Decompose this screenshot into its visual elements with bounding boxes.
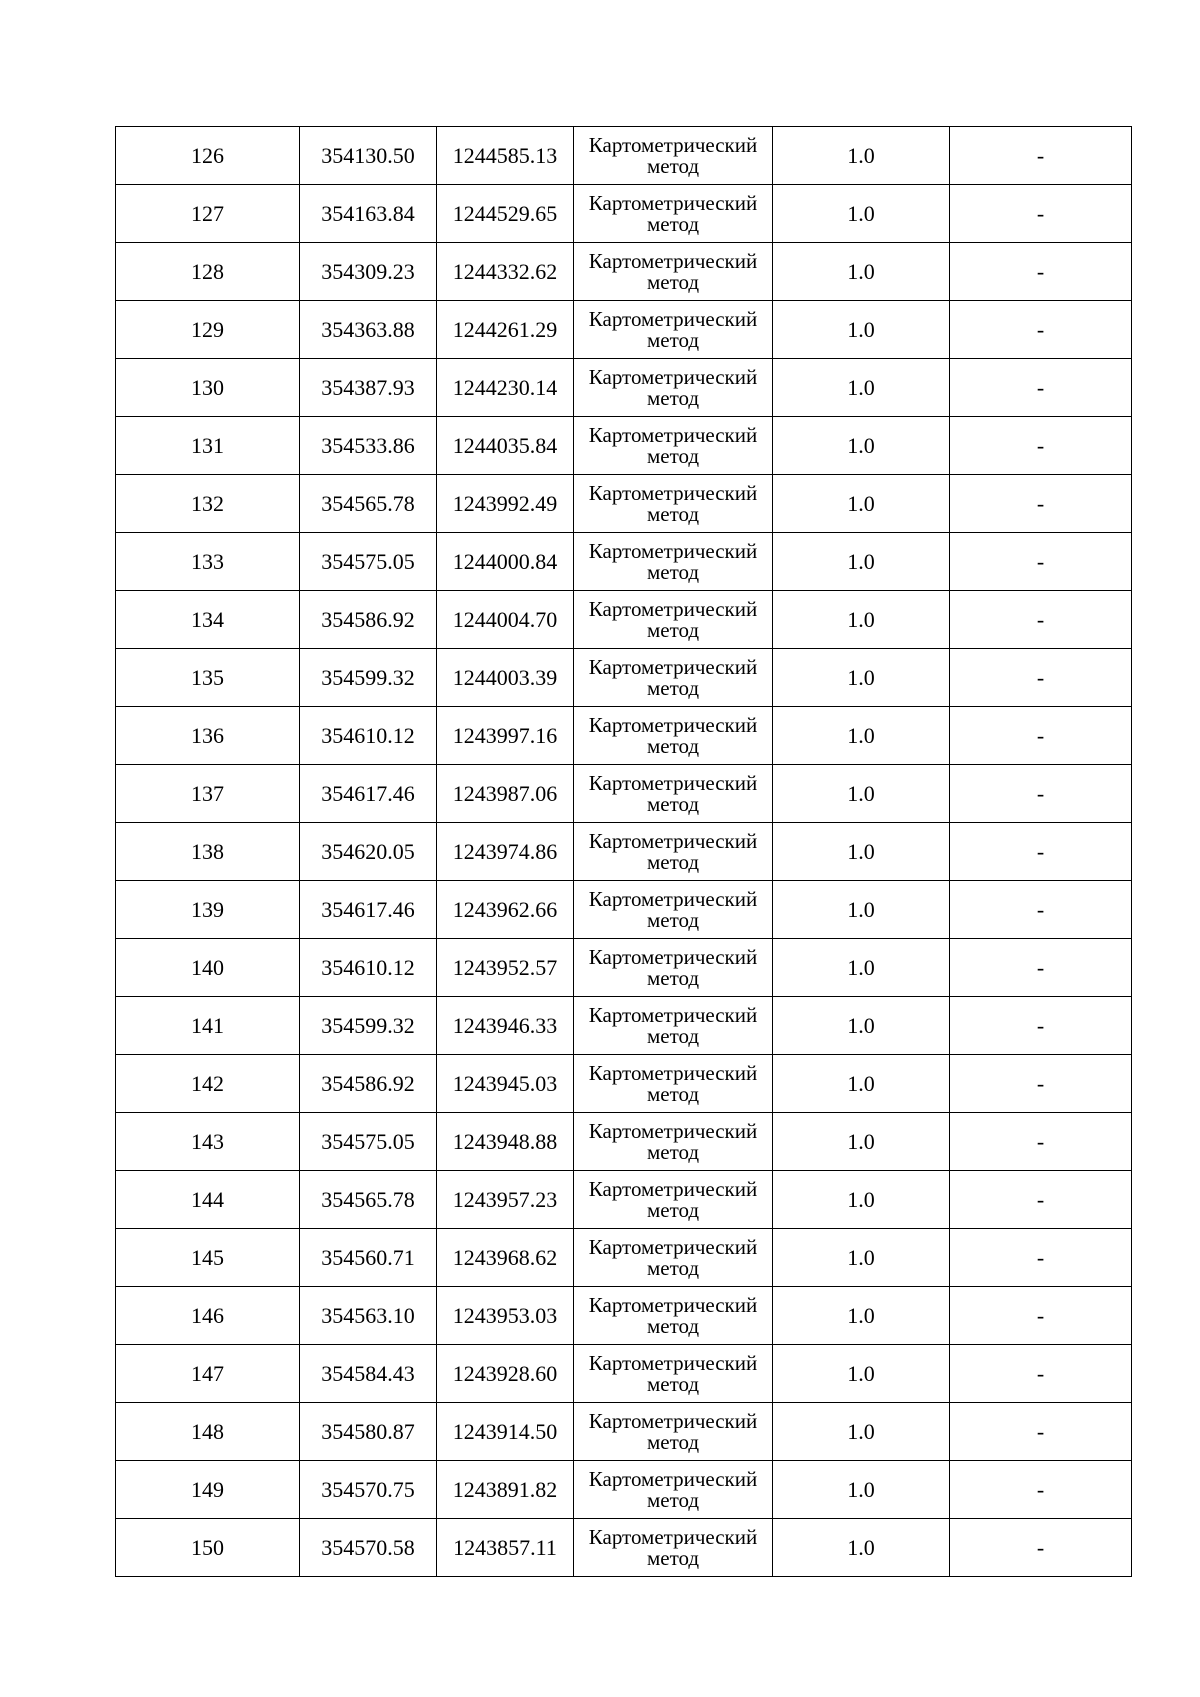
accuracy-cell: 1.0 xyxy=(773,1171,950,1229)
method-text-line2: метод xyxy=(646,1139,700,1164)
point-number-cell: 140 xyxy=(116,939,300,997)
accuracy-cell: 1.0 xyxy=(773,417,950,475)
x-coordinate-cell: 354163.84 xyxy=(300,185,437,243)
x-coordinate-cell: 354560.71 xyxy=(300,1229,437,1287)
method-text-line1: Картометрический xyxy=(588,1176,758,1201)
method-cell xyxy=(574,475,773,533)
x-coordinate-cell: 354130.50 xyxy=(300,127,437,185)
method-cell xyxy=(574,1345,773,1403)
table-row xyxy=(116,1519,1132,1577)
method-text-line1: Картометрический xyxy=(588,364,758,389)
method-text-line2: метод xyxy=(646,675,700,700)
y-coordinate-cell: 1243948.88 xyxy=(437,1113,574,1171)
x-coordinate-cell: 354533.86 xyxy=(300,417,437,475)
method-cell xyxy=(574,1171,773,1229)
table-row xyxy=(116,881,1132,939)
method-text-line2: метод xyxy=(646,733,700,758)
method-text-line1: Картометрический xyxy=(588,1524,758,1549)
accuracy-cell: 1.0 xyxy=(773,1113,950,1171)
point-number-cell: 135 xyxy=(116,649,300,707)
y-coordinate-cell: 1243914.50 xyxy=(437,1403,574,1461)
accuracy-cell: 1.0 xyxy=(773,1287,950,1345)
method-cell xyxy=(574,243,773,301)
accuracy-cell: 1.0 xyxy=(773,127,950,185)
method-text-line2: метод xyxy=(646,907,700,932)
point-number-cell: 143 xyxy=(116,1113,300,1171)
method-cell xyxy=(574,185,773,243)
point-number-cell: 142 xyxy=(116,1055,300,1113)
method-cell xyxy=(574,533,773,591)
method-text-line1: Картометрический xyxy=(588,828,758,853)
method-text-line2: метод xyxy=(646,791,700,816)
point-number-cell: 127 xyxy=(116,185,300,243)
table-row xyxy=(116,359,1132,417)
x-coordinate-cell: 354580.87 xyxy=(300,1403,437,1461)
x-coordinate-cell: 354570.75 xyxy=(300,1461,437,1519)
accuracy-cell: 1.0 xyxy=(773,359,950,417)
table-row xyxy=(116,475,1132,533)
point-number-cell: 128 xyxy=(116,243,300,301)
table-row xyxy=(116,1403,1132,1461)
method-text-line1: Картометрический xyxy=(588,1350,758,1375)
method-text-line2: метод xyxy=(646,1429,700,1454)
method-text-line1: Картометрический xyxy=(588,596,758,621)
y-coordinate-cell: 1243968.62 xyxy=(437,1229,574,1287)
table-row xyxy=(116,301,1132,359)
note-cell: - xyxy=(950,417,1132,475)
method-text-line1: Картометрический xyxy=(588,422,758,447)
method-cell xyxy=(574,1519,773,1577)
point-number-cell: 139 xyxy=(116,881,300,939)
point-number-cell: 133 xyxy=(116,533,300,591)
point-number-cell: 126 xyxy=(116,127,300,185)
note-cell: - xyxy=(950,127,1132,185)
accuracy-cell: 1.0 xyxy=(773,1229,950,1287)
table-row xyxy=(116,243,1132,301)
point-number-cell: 132 xyxy=(116,475,300,533)
point-number-cell: 137 xyxy=(116,765,300,823)
table-row xyxy=(116,1171,1132,1229)
method-cell xyxy=(574,823,773,881)
y-coordinate-cell: 1243974.86 xyxy=(437,823,574,881)
point-number-cell: 147 xyxy=(116,1345,300,1403)
x-coordinate-cell: 354584.43 xyxy=(300,1345,437,1403)
x-coordinate-cell: 354586.92 xyxy=(300,1055,437,1113)
method-text-line2: метод xyxy=(646,849,700,874)
method-text-line1: Картометрический xyxy=(588,886,758,911)
note-cell: - xyxy=(950,823,1132,881)
y-coordinate-cell: 1243962.66 xyxy=(437,881,574,939)
method-cell xyxy=(574,939,773,997)
note-cell: - xyxy=(950,881,1132,939)
method-text-line2: метод xyxy=(646,269,700,294)
point-number-cell: 141 xyxy=(116,997,300,1055)
method-text-line1: Картометрический xyxy=(588,190,758,215)
point-number-cell: 144 xyxy=(116,1171,300,1229)
method-text-line1: Картометрический xyxy=(588,132,758,157)
accuracy-cell: 1.0 xyxy=(773,823,950,881)
note-cell: - xyxy=(950,765,1132,823)
y-coordinate-cell: 1243946.33 xyxy=(437,997,574,1055)
x-coordinate-cell: 354575.05 xyxy=(300,533,437,591)
y-coordinate-cell: 1244004.70 xyxy=(437,591,574,649)
method-text-line2: метод xyxy=(646,1487,700,1512)
table-row xyxy=(116,1287,1132,1345)
method-text-line2: метод xyxy=(646,327,700,352)
method-text-line1: Картометрический xyxy=(588,248,758,273)
x-coordinate-cell: 354610.12 xyxy=(300,707,437,765)
note-cell: - xyxy=(950,939,1132,997)
method-cell xyxy=(574,881,773,939)
table-row xyxy=(116,649,1132,707)
note-cell: - xyxy=(950,1287,1132,1345)
note-cell: - xyxy=(950,185,1132,243)
y-coordinate-cell: 1244035.84 xyxy=(437,417,574,475)
note-cell: - xyxy=(950,533,1132,591)
method-cell xyxy=(574,997,773,1055)
accuracy-cell: 1.0 xyxy=(773,185,950,243)
method-cell xyxy=(574,649,773,707)
x-coordinate-cell: 354620.05 xyxy=(300,823,437,881)
point-number-cell: 148 xyxy=(116,1403,300,1461)
table-row xyxy=(116,1229,1132,1287)
x-coordinate-cell: 354565.78 xyxy=(300,475,437,533)
note-cell: - xyxy=(950,707,1132,765)
accuracy-cell: 1.0 xyxy=(773,591,950,649)
accuracy-cell: 1.0 xyxy=(773,1055,950,1113)
method-text-line1: Картометрический xyxy=(588,654,758,679)
table-row xyxy=(116,1113,1132,1171)
note-cell: - xyxy=(950,591,1132,649)
y-coordinate-cell: 1244230.14 xyxy=(437,359,574,417)
accuracy-cell: 1.0 xyxy=(773,1403,950,1461)
note-cell: - xyxy=(950,1113,1132,1171)
note-cell: - xyxy=(950,1403,1132,1461)
method-text-line2: метод xyxy=(646,1197,700,1222)
table-row xyxy=(116,1461,1132,1519)
accuracy-cell: 1.0 xyxy=(773,1461,950,1519)
method-cell xyxy=(574,301,773,359)
x-coordinate-cell: 354575.05 xyxy=(300,1113,437,1171)
table-row xyxy=(116,939,1132,997)
x-coordinate-cell: 354599.32 xyxy=(300,649,437,707)
method-text-line1: Картометрический xyxy=(588,770,758,795)
accuracy-cell: 1.0 xyxy=(773,939,950,997)
note-cell: - xyxy=(950,1055,1132,1113)
y-coordinate-cell: 1243992.49 xyxy=(437,475,574,533)
point-number-cell: 150 xyxy=(116,1519,300,1577)
y-coordinate-cell: 1244585.13 xyxy=(437,127,574,185)
point-number-cell: 134 xyxy=(116,591,300,649)
accuracy-cell: 1.0 xyxy=(773,765,950,823)
x-coordinate-cell: 354599.32 xyxy=(300,997,437,1055)
point-number-cell: 129 xyxy=(116,301,300,359)
method-cell xyxy=(574,1229,773,1287)
table-row xyxy=(116,997,1132,1055)
note-cell: - xyxy=(950,243,1132,301)
accuracy-cell: 1.0 xyxy=(773,707,950,765)
y-coordinate-cell: 1243987.06 xyxy=(437,765,574,823)
point-number-cell: 145 xyxy=(116,1229,300,1287)
table-row xyxy=(116,1055,1132,1113)
y-coordinate-cell: 1243891.82 xyxy=(437,1461,574,1519)
accuracy-cell: 1.0 xyxy=(773,1345,950,1403)
method-text-line1: Картометрический xyxy=(588,1466,758,1491)
note-cell: - xyxy=(950,1171,1132,1229)
method-cell xyxy=(574,1287,773,1345)
accuracy-cell: 1.0 xyxy=(773,243,950,301)
point-number-cell: 130 xyxy=(116,359,300,417)
method-text-line2: метод xyxy=(646,617,700,642)
x-coordinate-cell: 354617.46 xyxy=(300,765,437,823)
method-cell xyxy=(574,359,773,417)
note-cell: - xyxy=(950,1519,1132,1577)
method-text-line1: Картометрический xyxy=(588,1060,758,1085)
x-coordinate-cell: 354387.93 xyxy=(300,359,437,417)
y-coordinate-cell: 1243945.03 xyxy=(437,1055,574,1113)
table-row xyxy=(116,823,1132,881)
method-text-line1: Картометрический xyxy=(588,1118,758,1143)
method-text-line2: метод xyxy=(646,1313,700,1338)
note-cell: - xyxy=(950,301,1132,359)
y-coordinate-cell: 1243953.03 xyxy=(437,1287,574,1345)
x-coordinate-cell: 354565.78 xyxy=(300,1171,437,1229)
y-coordinate-cell: 1244261.29 xyxy=(437,301,574,359)
y-coordinate-cell: 1243957.23 xyxy=(437,1171,574,1229)
method-text-line2: метод xyxy=(646,965,700,990)
accuracy-cell: 1.0 xyxy=(773,475,950,533)
method-cell xyxy=(574,765,773,823)
method-text-line2: метод xyxy=(646,1371,700,1396)
accuracy-cell: 1.0 xyxy=(773,301,950,359)
accuracy-cell: 1.0 xyxy=(773,997,950,1055)
y-coordinate-cell: 1243928.60 xyxy=(437,1345,574,1403)
table-row xyxy=(116,417,1132,475)
method-text-line2: метод xyxy=(646,153,700,178)
method-text-line1: Картометрический xyxy=(588,480,758,505)
y-coordinate-cell: 1244000.84 xyxy=(437,533,574,591)
table-row xyxy=(116,185,1132,243)
method-text-line1: Картометрический xyxy=(588,1234,758,1259)
note-cell: - xyxy=(950,1461,1132,1519)
method-text-line1: Картометрический xyxy=(588,538,758,563)
method-text-line2: метод xyxy=(646,501,700,526)
note-cell: - xyxy=(950,475,1132,533)
method-text-line1: Картометрический xyxy=(588,944,758,969)
method-cell xyxy=(574,591,773,649)
accuracy-cell: 1.0 xyxy=(773,881,950,939)
x-coordinate-cell: 354586.92 xyxy=(300,591,437,649)
method-cell xyxy=(574,707,773,765)
note-cell: - xyxy=(950,1345,1132,1403)
x-coordinate-cell: 354617.46 xyxy=(300,881,437,939)
y-coordinate-cell: 1243997.16 xyxy=(437,707,574,765)
method-text-line2: метод xyxy=(646,443,700,468)
method-text-line2: метод xyxy=(646,559,700,584)
method-cell xyxy=(574,1113,773,1171)
table-row xyxy=(116,533,1132,591)
x-coordinate-cell: 354563.10 xyxy=(300,1287,437,1345)
table-row xyxy=(116,127,1132,185)
method-text-line2: метод xyxy=(646,1545,700,1570)
y-coordinate-cell: 1243952.57 xyxy=(437,939,574,997)
x-coordinate-cell: 354363.88 xyxy=(300,301,437,359)
method-text-line2: метод xyxy=(646,385,700,410)
y-coordinate-cell: 1244529.65 xyxy=(437,185,574,243)
method-text-line1: Картометрический xyxy=(588,306,758,331)
accuracy-cell: 1.0 xyxy=(773,1519,950,1577)
method-text-line1: Картометрический xyxy=(588,1408,758,1433)
y-coordinate-cell: 1244332.62 xyxy=(437,243,574,301)
note-cell: - xyxy=(950,997,1132,1055)
accuracy-cell: 1.0 xyxy=(773,649,950,707)
table-row xyxy=(116,591,1132,649)
table-row xyxy=(116,765,1132,823)
note-cell: - xyxy=(950,359,1132,417)
method-text-line2: метод xyxy=(646,211,700,236)
x-coordinate-cell: 354570.58 xyxy=(300,1519,437,1577)
note-cell: - xyxy=(950,649,1132,707)
coordinates-table-body xyxy=(116,127,1132,1577)
method-text-line2: метод xyxy=(646,1023,700,1048)
note-cell: - xyxy=(950,1229,1132,1287)
method-cell xyxy=(574,127,773,185)
method-text-line2: метод xyxy=(646,1255,700,1280)
point-number-cell: 131 xyxy=(116,417,300,475)
method-text-line1: Картометрический xyxy=(588,1292,758,1317)
method-text-line1: Картометрический xyxy=(588,712,758,737)
y-coordinate-cell: 1243857.11 xyxy=(437,1519,574,1577)
table-row xyxy=(116,707,1132,765)
x-coordinate-cell: 354610.12 xyxy=(300,939,437,997)
method-cell xyxy=(574,1461,773,1519)
table-row xyxy=(116,1345,1132,1403)
coordinates-table xyxy=(115,126,1132,1577)
x-coordinate-cell: 354309.23 xyxy=(300,243,437,301)
point-number-cell: 146 xyxy=(116,1287,300,1345)
method-cell xyxy=(574,1403,773,1461)
method-cell xyxy=(574,417,773,475)
method-text-line1: Картометрический xyxy=(588,1002,758,1027)
method-text-line2: метод xyxy=(646,1081,700,1106)
point-number-cell: 136 xyxy=(116,707,300,765)
accuracy-cell: 1.0 xyxy=(773,533,950,591)
point-number-cell: 138 xyxy=(116,823,300,881)
y-coordinate-cell: 1244003.39 xyxy=(437,649,574,707)
method-cell xyxy=(574,1055,773,1113)
point-number-cell: 149 xyxy=(116,1461,300,1519)
